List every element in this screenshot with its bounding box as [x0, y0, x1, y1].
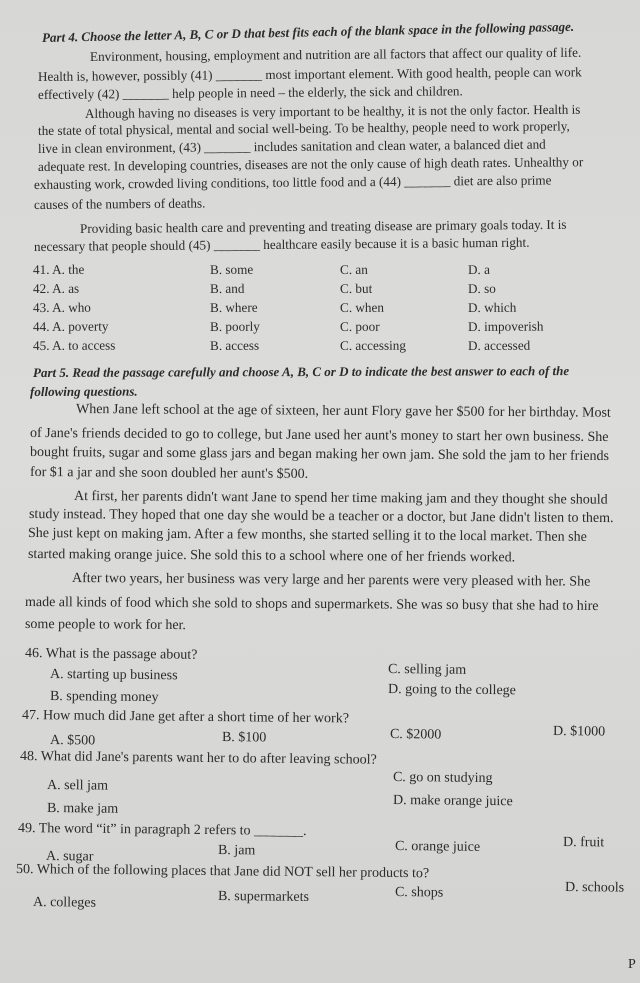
- passage-line: bought fruits, sugar and some glass jars and began making her own jam. She sold the jam to her friends: [29, 445, 609, 465]
- passage-line: for $1 a jar and she soon doubled her aunt's $500.: [29, 465, 309, 482]
- passage-line: Environment, housing, employment and nutrition are all factors that affect our quality of life.: [89, 44, 582, 64]
- question-text: 46. What is the passage about?: [24, 646, 198, 663]
- passage-line: After two years, her business was very large and her parents were very pleased with her. She: [71, 571, 591, 590]
- answer-option: C. poor: [339, 318, 380, 334]
- answer-option: A. colleges: [32, 895, 97, 911]
- answer-option: 41. A. the: [32, 261, 85, 277]
- answer-option: 44. A. poverty: [32, 318, 109, 334]
- answer-option: D. so: [467, 280, 496, 296]
- question-text: 50. Which of the following places that Jane did NOT sell her products to?: [15, 862, 430, 882]
- passage-line: effectively (42) _______ help people in need – the elderly, the sick and children.: [37, 83, 463, 102]
- passage-line: of Jane's friends decided to go to college, but Jane used her aunt's money to start her own business. She: [29, 426, 609, 446]
- answer-option: B. access: [209, 337, 260, 353]
- answer-option: 43. A. who: [32, 299, 91, 315]
- answer-option: D. schools: [564, 880, 625, 896]
- answer-option: B. some: [209, 261, 254, 277]
- part5-title: following questions.: [29, 383, 138, 399]
- answer-option: C. shops: [394, 885, 444, 901]
- question-text: 47. How much did Jane get after a short time of her work?: [21, 708, 350, 727]
- passage-line: At first, her parents didn't want Jane to spend her time making jam and they thought she should: [73, 489, 608, 508]
- answer-option: C. but: [339, 280, 373, 296]
- answer-option: D. make orange juice: [392, 793, 513, 810]
- answer-option: D. going to the college: [387, 682, 516, 699]
- question-text: 49. The word “it” in paragraph 2 refers to _______.: [17, 821, 307, 840]
- passage-line: made all kinds of food which she sold to shops and supermarkets. She was so busy that she had to hire: [24, 595, 599, 615]
- answer-option: C. selling jam: [387, 662, 467, 678]
- passage-line: necessary that people should (45) _______ healthcare easily because it is a basic human right.: [33, 234, 530, 254]
- passage-line: Providing basic health care and preventing and treating disease are primary goals today. It is: [79, 216, 567, 236]
- passage-line: She just kept on making jam. After a few months, she started selling it to the local market. Then she: [27, 526, 587, 545]
- passage-line: study instead. They hoped that one day she would be a teacher or a doctor, but Jane didn't listen to them.: [28, 507, 614, 527]
- answer-option: C. $2000: [389, 727, 442, 743]
- answer-option: A. $500: [49, 733, 96, 749]
- answer-option: C. accessing: [339, 337, 406, 353]
- passage-line: started making orange juice. She sold this to a school where one of her friends worked.: [27, 547, 516, 566]
- answer-option: B. spending money: [49, 689, 159, 706]
- question-text: 48. What did Jane's parents want her to do after leaving school?: [19, 749, 377, 768]
- answer-option: B. supermarkets: [217, 889, 310, 905]
- answer-option: D. a: [467, 261, 491, 277]
- page-marker: P: [628, 957, 636, 972]
- answer-option: D. fruit: [562, 835, 605, 851]
- answer-option: 45. A. to access: [32, 337, 116, 353]
- answer-option: C. go on studying: [392, 770, 493, 787]
- passage-line: live in clean environment, (43) _______ includes sanitation and clean water, a balanced diet and: [37, 136, 546, 156]
- answer-option: D. accessed: [467, 337, 531, 353]
- part5-title: Part 5. Read the passage carefully and choose A, B, C or D to indicate the best answer to each of the: [32, 363, 570, 380]
- answer-option: C. when: [339, 299, 385, 315]
- passage-line: some people to work for her.: [24, 617, 187, 634]
- answer-option: A. starting up business: [49, 667, 178, 684]
- answer-option: D. impoverish: [467, 318, 544, 334]
- answer-option: A. sugar: [45, 849, 94, 865]
- part4-title: Part 4. Choose the letter A, B, C or D that best fits each of the blank space in the following passage.: [41, 18, 575, 45]
- passage-line: Health is, however, possibly (41) _______ most important element. With good health, people can work: [37, 64, 582, 84]
- answer-option: C. an: [339, 261, 368, 277]
- answer-option: 42. A. as: [32, 280, 80, 296]
- answer-option: C. orange juice: [394, 839, 481, 855]
- answer-option: D. which: [467, 299, 517, 315]
- answer-option: B. where: [209, 299, 258, 315]
- answer-option: B. $100: [221, 730, 267, 746]
- passage-line: adequate rest. In developing countries, diseases are not the only cause of high death rates. Unhealthy or: [37, 154, 584, 174]
- passage-line: the state of total physical, mental and social well-being. To be healthy, people need to work properly,: [37, 118, 570, 138]
- passage-line: Although having no diseases is very important to be healthy, it is not the only factor. Health is: [84, 101, 581, 121]
- passage-line: When Jane left school at the age of sixteen, her aunt Flory gave her $500 for her birthday. Most: [75, 402, 611, 421]
- passage-line: exhausting work, crowded living conditions, too little food and a (44) _______ diet are also prime: [33, 172, 552, 192]
- answer-option: A. sell jam: [46, 778, 109, 794]
- answer-option: B. make jam: [46, 801, 119, 817]
- answer-option: B. and: [209, 280, 245, 296]
- answer-option: B. jam: [217, 843, 256, 859]
- passage-line: causes of the numbers of deaths.: [33, 195, 206, 212]
- answer-option: D. $1000: [552, 724, 606, 740]
- answer-option: B. poorly: [209, 318, 260, 334]
